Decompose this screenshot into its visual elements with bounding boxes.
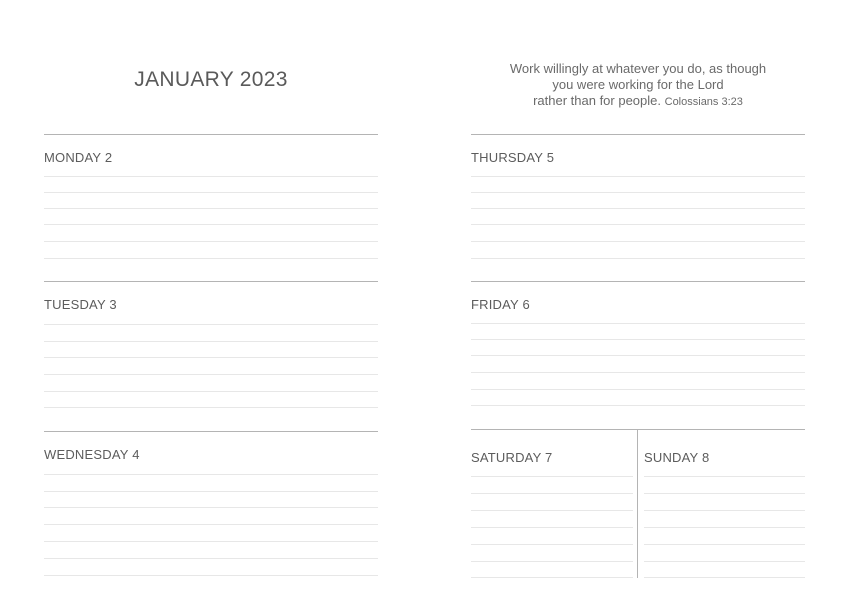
- writing-line: [471, 510, 633, 511]
- writing-line: [471, 389, 805, 390]
- writing-line: [471, 339, 805, 340]
- writing-line: [471, 372, 805, 373]
- month-title: JANUARY 2023: [134, 68, 288, 91]
- writing-line: [471, 176, 805, 177]
- writing-line: [44, 208, 378, 209]
- section-divider: [44, 134, 378, 135]
- writing-line: [44, 176, 378, 177]
- day-label-saturday: SATURDAY 7: [471, 450, 553, 465]
- writing-line: [44, 258, 378, 259]
- scripture-quote: [471, 61, 805, 110]
- writing-line: [644, 561, 805, 562]
- writing-line: [44, 541, 378, 542]
- writing-line: [644, 493, 805, 494]
- writing-line: [471, 208, 805, 209]
- writing-line: [471, 192, 805, 193]
- day-label-sunday: SUNDAY 8: [644, 450, 710, 465]
- writing-line: [44, 192, 378, 193]
- writing-line: [471, 405, 805, 406]
- writing-line: [44, 491, 378, 492]
- writing-line: [44, 241, 378, 242]
- writing-line: [44, 357, 378, 358]
- quote-line-3: [471, 93, 805, 110]
- section-divider: [471, 281, 805, 282]
- day-label-tuesday: TUESDAY 3: [44, 297, 117, 312]
- writing-line: [44, 224, 378, 225]
- quote-line-2: you were working for the Lord: [552, 77, 724, 92]
- writing-line: [44, 507, 378, 508]
- weekend-column-divider: [637, 429, 638, 578]
- writing-line: [471, 258, 805, 259]
- writing-line: [471, 577, 633, 578]
- writing-line: [44, 341, 378, 342]
- day-label-thursday: THURSDAY 5: [471, 150, 555, 165]
- day-label-friday: FRIDAY 6: [471, 297, 530, 312]
- writing-line: [471, 224, 805, 225]
- writing-line: [644, 476, 805, 477]
- writing-line: [44, 524, 378, 525]
- writing-line: [44, 374, 378, 375]
- quote-reference: Colossians 3:23: [664, 96, 743, 108]
- writing-line: [44, 324, 378, 325]
- writing-line: [471, 544, 633, 545]
- writing-line: [471, 527, 633, 528]
- writing-line: [44, 575, 378, 576]
- writing-line: [471, 323, 805, 324]
- section-divider: [471, 134, 805, 135]
- quote-line-3-text: rather than for people.: [533, 93, 661, 108]
- writing-line: [471, 561, 633, 562]
- section-divider: [44, 431, 378, 432]
- writing-line: [644, 544, 805, 545]
- quote-line-1: Work willingly at whatever you do, as though: [509, 61, 767, 76]
- section-divider: [471, 429, 805, 430]
- section-divider: [44, 281, 378, 282]
- writing-line: [471, 476, 633, 477]
- day-label-monday: MONDAY 2: [44, 150, 113, 165]
- writing-line: [644, 527, 805, 528]
- writing-line: [44, 558, 378, 559]
- writing-line: [44, 407, 378, 408]
- writing-line: [471, 493, 633, 494]
- day-label-wednesday: WEDNESDAY 4: [44, 447, 140, 462]
- writing-line: [44, 391, 378, 392]
- writing-line: [644, 577, 805, 578]
- writing-line: [644, 510, 805, 511]
- writing-line: [471, 355, 805, 356]
- writing-line: [44, 474, 378, 475]
- writing-line: [471, 241, 805, 242]
